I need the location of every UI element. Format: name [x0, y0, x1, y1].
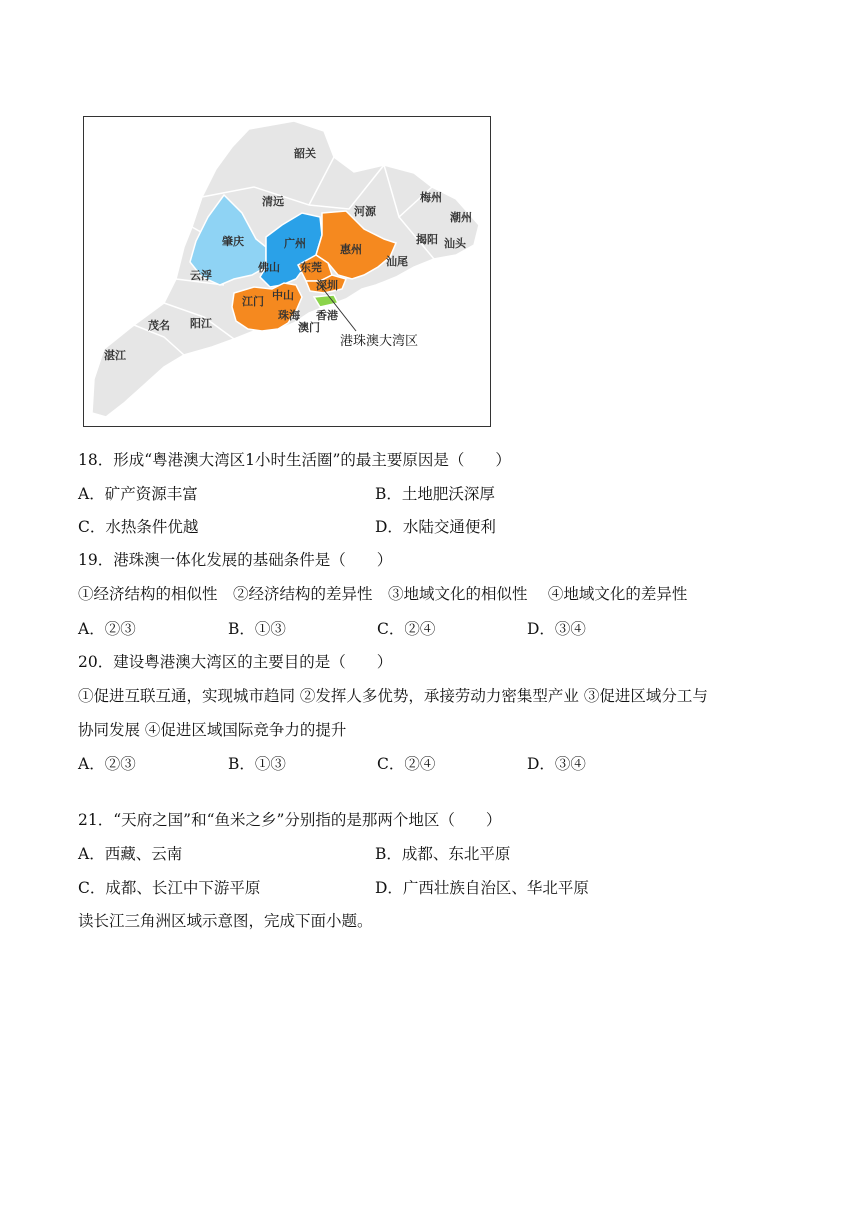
label-chaozhou: 潮州	[450, 211, 472, 224]
question-20-option-c: C．②④	[377, 755, 436, 773]
label-guangzhou: 广州	[284, 237, 306, 250]
question-18-option-d: D．水陆交通便利	[375, 518, 496, 536]
closing-instruction: 读长江三角洲区域示意图，完成下面小题。	[78, 912, 373, 930]
label-qingyuan: 清远	[262, 195, 284, 208]
guangdong-map-figure	[83, 116, 491, 427]
question-20-statements-line1: ①促进互联互通，实现城市趋同 ②发挥人多优势，承接劳动力密集型产业 ③促进区域分工与	[78, 687, 708, 705]
label-shantou: 汕头	[444, 237, 466, 250]
question-18-stem: 18．形成“粤港澳大湾区1小时生活圈”的最主要原因是（ ）	[78, 451, 511, 469]
question-18-option-a: A．矿产资源丰富	[78, 485, 198, 503]
question-20-statements-line2: 协同发展 ④促进区域国际竞争力的提升	[78, 721, 347, 739]
question-21-option-d: D．广西壮族自治区、华北平原	[375, 879, 589, 897]
label-jiangmen: 江门	[242, 295, 264, 308]
label-shanwei: 汕尾	[386, 255, 408, 268]
question-21-option-c: C．成都、长江中下游平原	[78, 879, 261, 897]
label-huizhou: 惠州	[340, 243, 362, 256]
question-19-option-c: C．②④	[377, 620, 436, 638]
label-aomen: 澳门	[298, 321, 320, 334]
question-19-stem: 19．港珠澳一体化发展的基础条件是（ ）	[78, 551, 393, 569]
label-zhaoqing: 肇庆	[222, 235, 244, 248]
label-maoming: 茂名	[148, 319, 170, 332]
label-shenzhen: 深圳	[316, 279, 338, 292]
label-dongguan: 东莞	[300, 261, 322, 274]
label-yunfu: 云浮	[190, 269, 212, 282]
label-yangjiang: 阳江	[190, 317, 212, 330]
label-shaoguan: 韶关	[294, 147, 316, 160]
question-19-option-d: D．③④	[527, 620, 586, 638]
legend-bay-area: 港珠澳大湾区	[340, 334, 419, 349]
question-20-option-d: D．③④	[527, 755, 586, 773]
question-19-option-b: B．①③	[228, 620, 286, 638]
label-zhongshan: 中山	[272, 289, 294, 302]
question-19-statements: ①经济结构的相似性 ②经济结构的差异性 ③地域文化的相似性 ④地域文化的差异性	[78, 585, 688, 603]
label-heyuan: 河源	[354, 205, 376, 218]
question-20-option-a: A．②③	[78, 755, 136, 773]
question-20-stem: 20．建设粤港澳大湾区的主要目的是（ ）	[78, 653, 393, 671]
question-19-option-a: A．②③	[78, 620, 136, 638]
question-20-option-b: B．①③	[228, 755, 286, 773]
label-xianggang: 香港	[316, 309, 338, 322]
question-21-option-b: B．成都、东北平原	[375, 845, 511, 863]
label-zhuhai: 珠海	[278, 309, 300, 322]
label-foshan: 佛山	[258, 261, 280, 274]
question-21-option-a: A．西藏、云南	[78, 845, 183, 863]
label-meizhou: 梅州	[420, 191, 442, 204]
question-18-option-c: C．水热条件优越	[78, 518, 199, 536]
question-21-stem: 21．“天府之国”和“鱼米之乡”分别指的是那两个地区（ ）	[78, 811, 502, 829]
label-jieyang: 揭阳	[416, 233, 438, 246]
guangdong-map	[84, 117, 489, 425]
label-zhanjiang: 湛江	[104, 349, 126, 362]
question-18-option-b: B．土地肥沃深厚	[375, 485, 495, 503]
